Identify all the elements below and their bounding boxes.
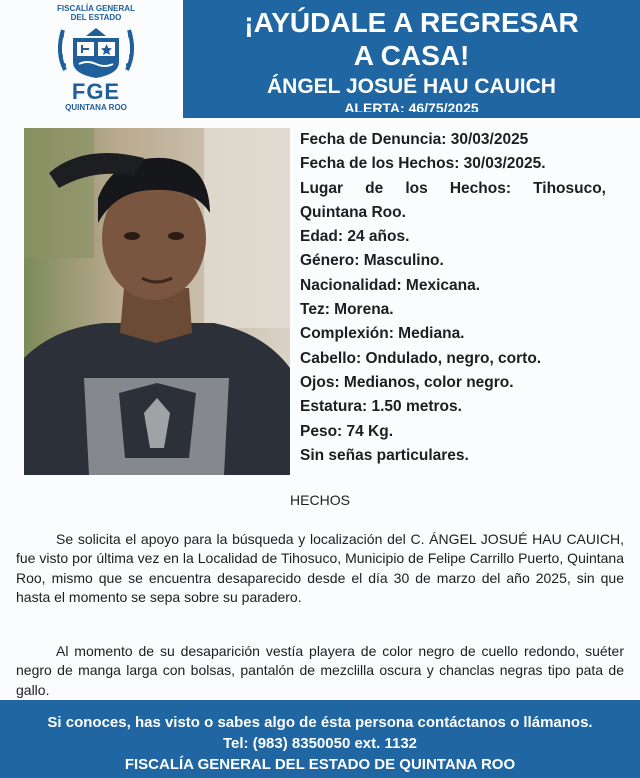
logo-state-text: QUINTANA ROO (65, 103, 127, 112)
footer-phone: Tel: (983) 8350050 ext. 1132 (222, 735, 418, 752)
detail-age: Edad: 24 años. (300, 228, 410, 246)
detail-event-date: Fecha de los Hechos: 30/03/2025. (300, 155, 546, 173)
banner-title: ¡AYÚDALE A REGRESAR A CASA! (244, 7, 579, 71)
missing-person-photo (24, 128, 290, 475)
detail-complexion-tone: Tez: Morena. (300, 301, 394, 319)
person-details-list (300, 128, 606, 468)
detail-nationality: Nacionalidad: Mexicana. (300, 276, 481, 294)
shield-emblem-icon (53, 24, 139, 80)
detail-place: Lugar de los Hechos: Tihosuco, Quintana Roo. (300, 179, 606, 221)
detail-weight: Peso: 74 Kg. (300, 422, 394, 440)
detail-build: Complexión: Mediana. (300, 325, 465, 343)
person-name: ÁNGEL JOSUÉ HAU CAUICH (267, 75, 556, 98)
footer-contact-message: Si conoces, has visto o sabes algo de ésta persona contáctanos o llámanos. (47, 714, 593, 731)
logo-agency-text: FISCALÍA GENERAL DEL ESTADO (57, 4, 135, 22)
detail-eyes: Ojos: Medianos, color negro. (300, 373, 514, 391)
hechos-heading: HECHOS (290, 492, 350, 508)
logo-acronym: FGE (71, 79, 121, 104)
hechos-paragraph-1: Se solicita el apoyo para la búsqueda y localización del C. ÁNGEL JOSUÉ HAU CAUICH, fue visto por última vez en la Localidad de Tihosuco, Municipio de Felipe Carrillo Puerto, Quintana Roo, mismo que se encuentra desaparecido desde el día 30 de marzo del año 2025, sin que hasta el momento se sepa sobre su paradero. (16, 531, 624, 606)
header-banner (183, 0, 640, 118)
fge-logo (44, 4, 148, 116)
detail-report-date: Fecha de Denuncia: 30/03/2025 (300, 131, 529, 148)
footer-agency: FISCALÍA GENERAL DEL ESTADO DE QUINTANA ROO (124, 756, 516, 773)
contact-footer (0, 700, 640, 778)
alert-number: ALERTA: 46/75/2025 (344, 100, 479, 112)
detail-hair: Cabello: Ondulado, negro, corto. (300, 349, 542, 367)
hechos-paragraph-2: Al momento de su desaparición vestía playera de color negro de cuello redondo, suéter negro de manga larga con bolsas, pantalón de mezclilla oscura y chanclas negras tipo pata de gallo. (16, 643, 624, 698)
detail-height: Estatura: 1.50 metros. (300, 398, 462, 416)
detail-gender: Género: Masculino. (300, 252, 444, 270)
detail-marks: Sin señas particulares. (300, 446, 469, 464)
